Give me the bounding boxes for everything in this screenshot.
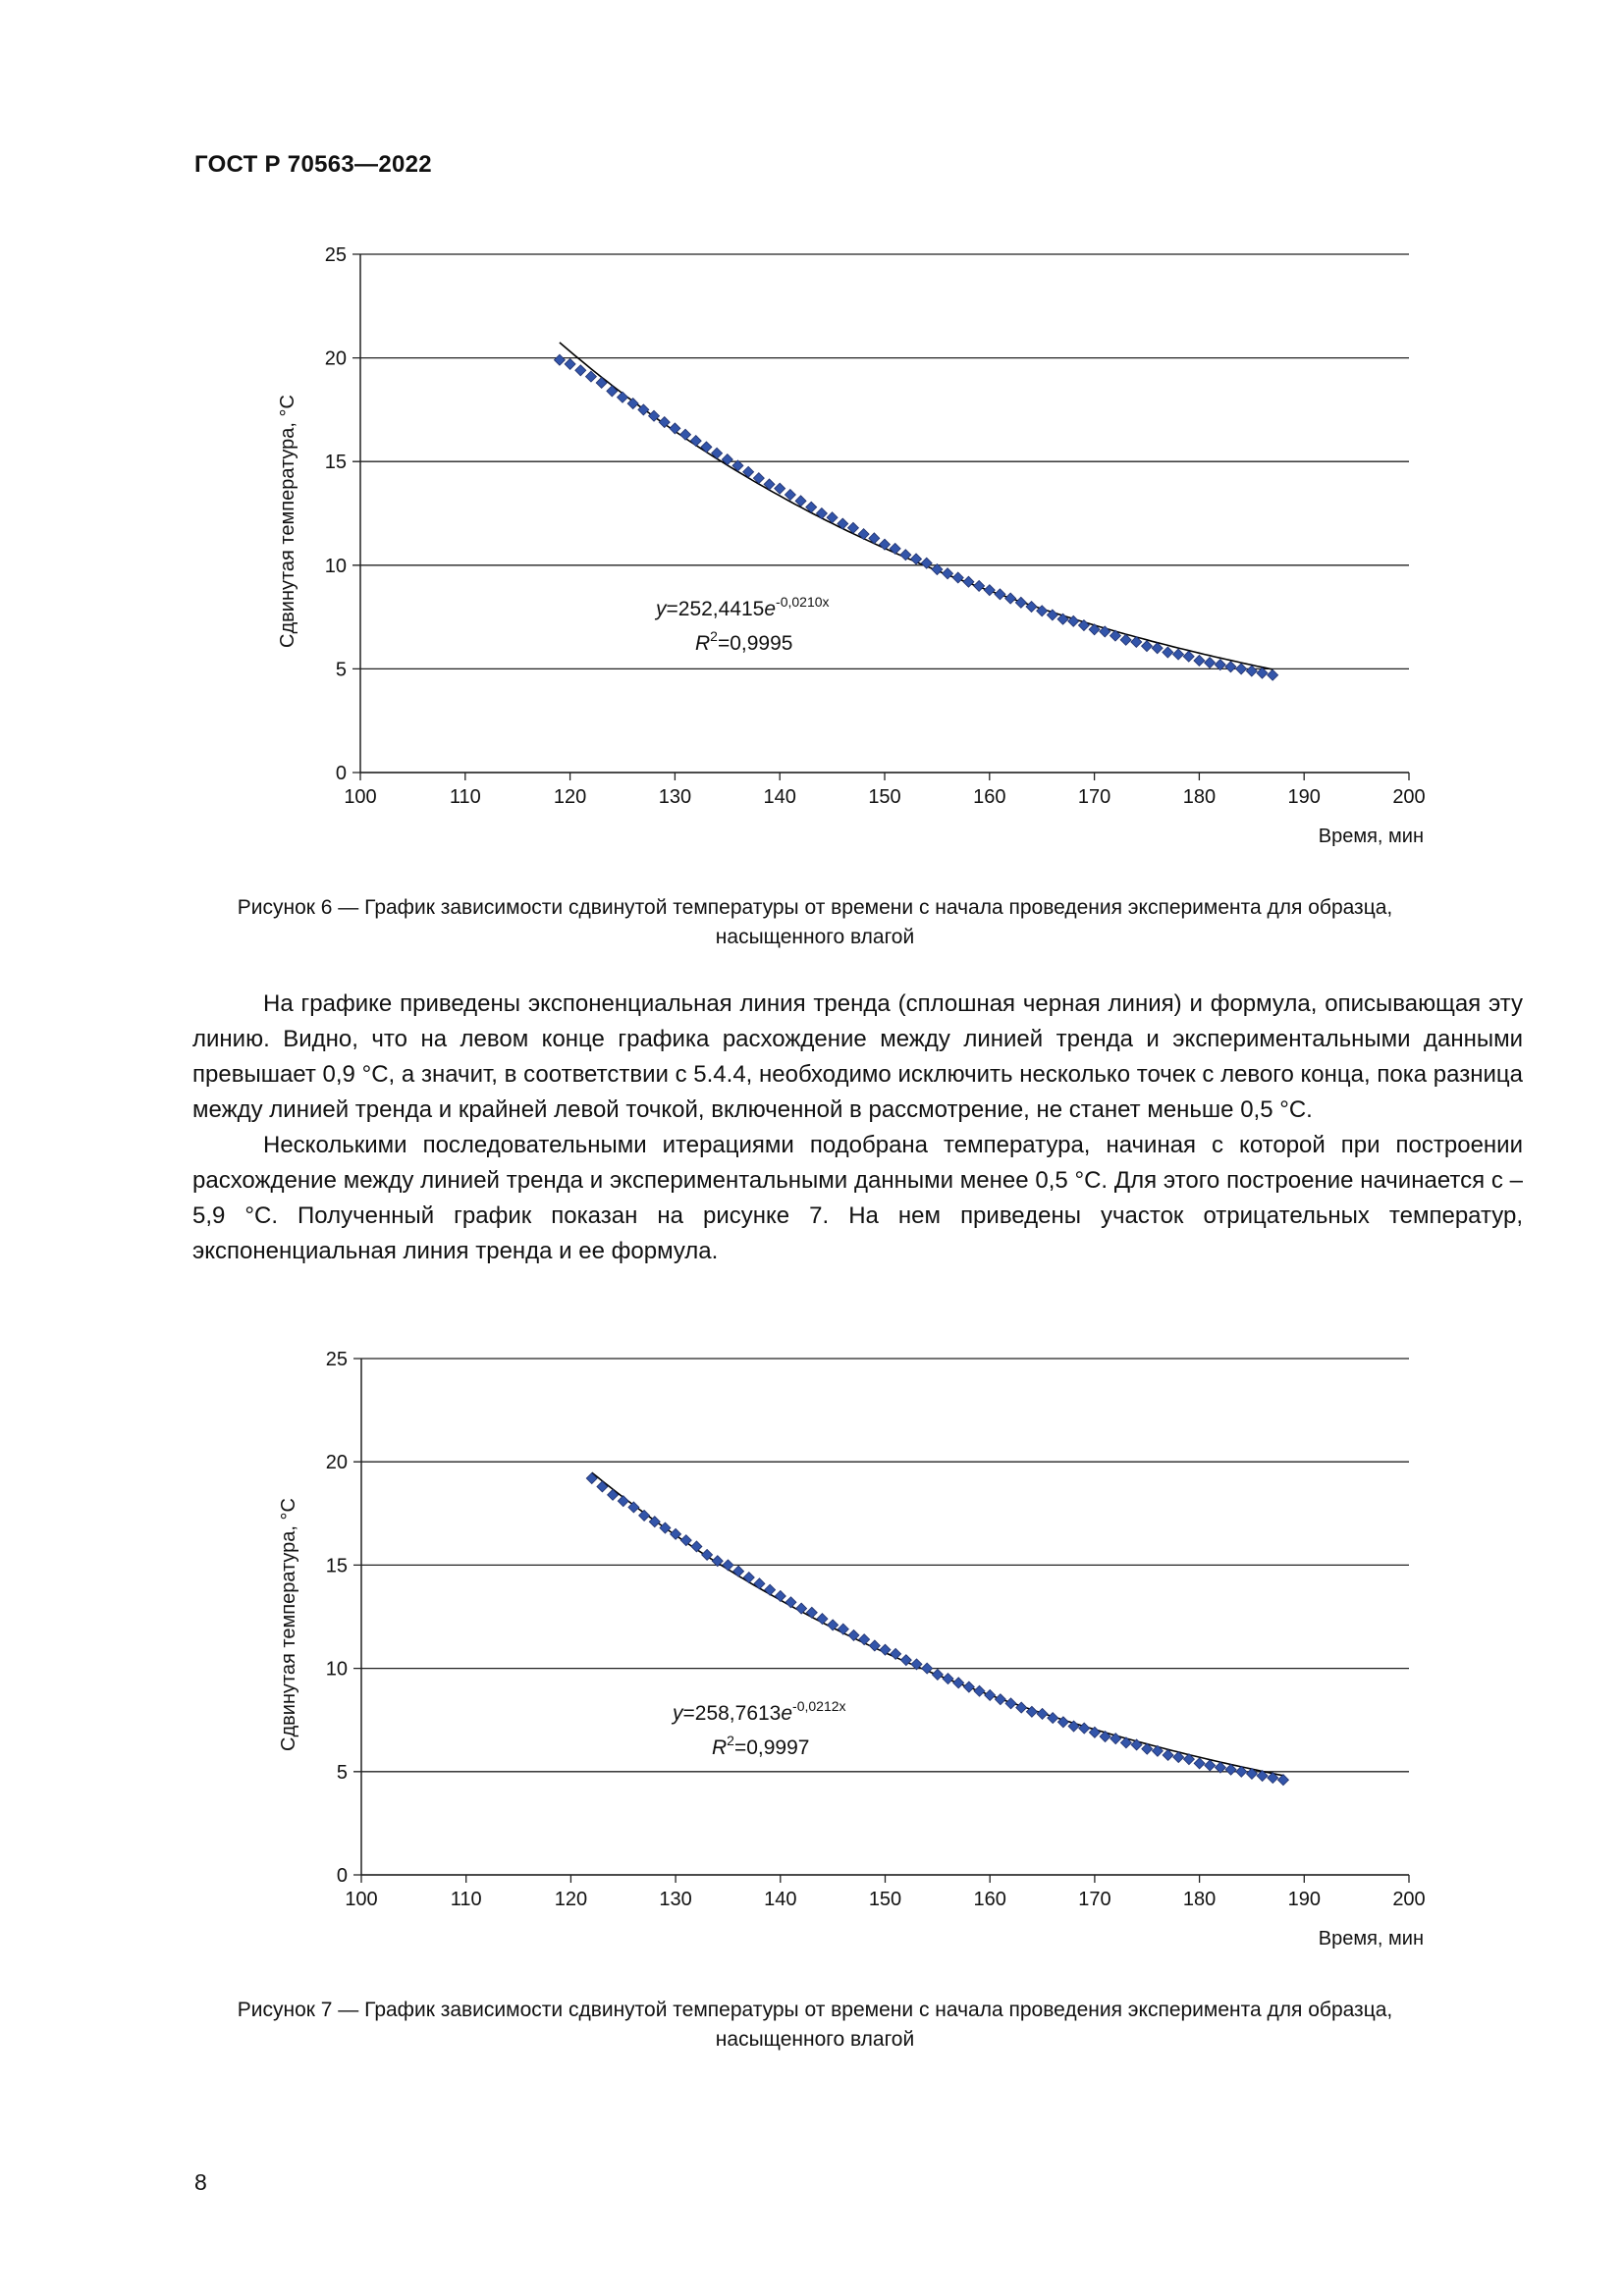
data-point — [817, 1614, 828, 1625]
x-tick-label: 140 — [764, 1889, 797, 1910]
r-squared: $R^2=0,9997$ — [712, 1733, 810, 1759]
paragraph-2: Несколькими последовательными итерациями подобрана температура, начиная с которой при построении расхождение между линией тренда и экспериментальными данными менее 0,5 °С. Для этого построение начинается с –5,9 °С. Полученный график показан на рисунке 7. На нем приведены участок отрицательных температур, экспоненциальная линия тренда и ее формула. — [192, 1132, 1523, 1264]
data-point — [995, 589, 1005, 600]
data-point — [963, 576, 974, 587]
data-point — [1068, 1721, 1079, 1732]
data-point — [1142, 641, 1153, 652]
y-axis-label: Сдвинутая температура, °С — [277, 395, 298, 648]
data-point — [1026, 1706, 1037, 1717]
x-axis-label: Время, мин — [1318, 1928, 1424, 1949]
data-point — [1120, 1737, 1131, 1748]
x-tick-label: 110 — [449, 786, 481, 808]
data-point — [712, 1556, 723, 1567]
data-point — [1131, 1739, 1142, 1750]
data-point — [1016, 1702, 1027, 1713]
page-number: 8 — [194, 2169, 207, 2195]
x-tick-label: 190 — [1287, 786, 1321, 808]
data-point — [649, 1517, 660, 1527]
body-text — [192, 987, 1523, 1269]
data-point — [1152, 1745, 1163, 1756]
data-point — [1120, 634, 1131, 645]
y-tick-label: 5 — [335, 659, 347, 681]
data-point — [1163, 1749, 1173, 1760]
data-point — [952, 572, 963, 583]
data-point — [1173, 1752, 1184, 1763]
data-point — [1079, 1723, 1090, 1734]
data-point — [775, 1590, 785, 1601]
data-point — [869, 1640, 880, 1651]
data-point — [1205, 658, 1216, 668]
figure-7-caption: Рисунок 7 — График зависимости сдвинутой температуры от времени с начала проведения эксперимента для образца, насыщенного влагой — [237, 1999, 1393, 2051]
data-point — [974, 1685, 985, 1696]
data-point — [586, 1473, 597, 1484]
data-point — [985, 1689, 996, 1700]
x-axis-label: Время, мин — [1318, 826, 1424, 847]
x-tick-label: 160 — [973, 1889, 1006, 1910]
data-point — [900, 1655, 911, 1666]
data-point — [1173, 649, 1184, 660]
data-point — [680, 1535, 691, 1546]
data-point — [984, 585, 995, 596]
y-tick-label: 10 — [324, 555, 347, 577]
data-point — [1236, 1766, 1247, 1777]
data-point — [921, 558, 932, 568]
x-tick-label: 150 — [868, 1889, 902, 1910]
data-point — [1225, 1764, 1236, 1775]
data-point — [1110, 1734, 1121, 1744]
x-tick-label: 170 — [1078, 1889, 1111, 1910]
data-point — [891, 1648, 901, 1659]
data-point — [943, 1674, 953, 1684]
data-point — [702, 1549, 713, 1560]
x-tick-label: 190 — [1287, 1889, 1321, 1910]
data-point — [1268, 669, 1278, 680]
data-point — [1005, 1698, 1016, 1709]
data-point — [671, 1528, 681, 1539]
data-point — [1048, 1713, 1058, 1724]
data-point — [597, 1481, 608, 1492]
data-point — [1057, 1717, 1068, 1728]
y-tick-label: 25 — [325, 1349, 348, 1370]
document-header: ГОСТ Р 70563—2022 — [194, 151, 432, 178]
x-tick-label: 100 — [345, 1889, 378, 1910]
y-tick-label: 20 — [325, 1452, 348, 1474]
x-tick-label: 150 — [868, 786, 901, 808]
data-point — [848, 1629, 859, 1640]
data-point — [1205, 1760, 1216, 1771]
data-point — [806, 1607, 817, 1618]
data-point — [1215, 1762, 1225, 1773]
data-point — [963, 1682, 974, 1692]
y-tick-label: 15 — [325, 1555, 348, 1577]
data-point — [953, 1678, 964, 1688]
y-tick-label: 15 — [324, 452, 347, 474]
x-tick-label: 200 — [1392, 786, 1426, 808]
y-tick-label: 0 — [335, 763, 347, 784]
data-point — [1183, 1754, 1194, 1765]
data-point — [796, 1603, 807, 1614]
y-tick-label: 0 — [336, 1865, 348, 1887]
paragraph-1: На графике приведены экспоненциальная линия тренда (сплошная черная линия) и формула, описывающая эту линию. Видно, что на левом конце графика расхождение между линией тренда и экспериментальными данными превышает 0,9 °С, а значит, в соответствии с 5.4.4, необходимо исключить несколько точек с левого конца, пока разница между линией тренда и крайней левой точкой, включенной в рассмотрение, не станет меньше 0,5 °С. — [192, 990, 1523, 1123]
figure-6-caption: Рисунок 6 — График зависимости сдвинутой температуры от времени с начала проведения эксперимента для образца, насыщенного влагой — [237, 896, 1393, 948]
data-point — [691, 1541, 702, 1552]
data-point — [1268, 1773, 1278, 1784]
data-point — [723, 1560, 733, 1571]
x-tick-label: 160 — [973, 786, 1006, 808]
data-point — [943, 568, 953, 579]
y-tick-label: 5 — [336, 1761, 348, 1784]
y-axis-label: Сдвинутая температура, °С — [278, 1498, 299, 1751]
y-tick-label: 10 — [325, 1658, 348, 1681]
data-point — [1236, 664, 1247, 674]
x-tick-label: 120 — [553, 786, 587, 808]
data-point — [1246, 666, 1257, 676]
data-point — [608, 1489, 619, 1500]
data-point — [1194, 1758, 1205, 1769]
data-point — [1057, 614, 1068, 624]
data-point — [974, 580, 985, 591]
y-tick-label: 25 — [324, 244, 347, 266]
x-tick-label: 110 — [450, 1889, 482, 1910]
data-point — [765, 1584, 776, 1595]
x-tick-label: 170 — [1077, 786, 1111, 808]
chart-plot-7 — [278, 1349, 1426, 1949]
y-tick-label: 20 — [324, 347, 347, 370]
data-point — [1142, 1743, 1153, 1754]
x-tick-label: 180 — [1182, 1889, 1217, 1910]
data-point — [1277, 1775, 1288, 1786]
data-point — [932, 1669, 943, 1680]
data-point — [743, 1573, 754, 1583]
data-point — [628, 1502, 639, 1513]
data-point — [859, 1634, 870, 1645]
data-point — [785, 1597, 796, 1608]
data-point — [995, 1694, 1005, 1705]
x-tick-label: 130 — [659, 1889, 692, 1910]
data-point — [639, 1510, 650, 1521]
data-point — [1257, 1771, 1268, 1782]
data-point — [1089, 1727, 1100, 1737]
data-point — [754, 1578, 765, 1589]
data-point — [922, 1663, 933, 1674]
trend-equation: $y=252,4415e^{-0,0210x}$ — [656, 594, 830, 620]
x-tick-label: 140 — [763, 786, 796, 808]
data-point — [1246, 1768, 1257, 1779]
r-squared: $R^2=0,9995$ — [695, 628, 793, 655]
data-point — [1005, 593, 1016, 604]
data-point — [828, 1620, 839, 1630]
data-point — [911, 1659, 922, 1670]
data-point — [838, 1624, 848, 1634]
data-point — [880, 1644, 891, 1655]
x-tick-label: 100 — [344, 786, 377, 808]
data-point — [733, 1566, 744, 1576]
trend-line — [592, 1472, 1283, 1776]
data-point — [1225, 662, 1236, 672]
data-point — [618, 1496, 628, 1507]
x-tick-label: 130 — [658, 786, 692, 808]
x-tick-label: 120 — [554, 1889, 588, 1910]
data-point — [1100, 1732, 1110, 1742]
data-point — [1015, 597, 1026, 608]
data-point — [1026, 602, 1037, 613]
data-point — [1163, 647, 1173, 658]
x-tick-label: 180 — [1182, 786, 1217, 808]
x-tick-label: 200 — [1392, 1889, 1426, 1910]
trend-equation: $y=258,7613e^{-0,0212x}$ — [673, 1698, 846, 1725]
data-point — [1037, 1708, 1048, 1719]
data-point — [1183, 651, 1194, 662]
data-point — [1194, 655, 1205, 666]
data-point — [660, 1522, 671, 1533]
